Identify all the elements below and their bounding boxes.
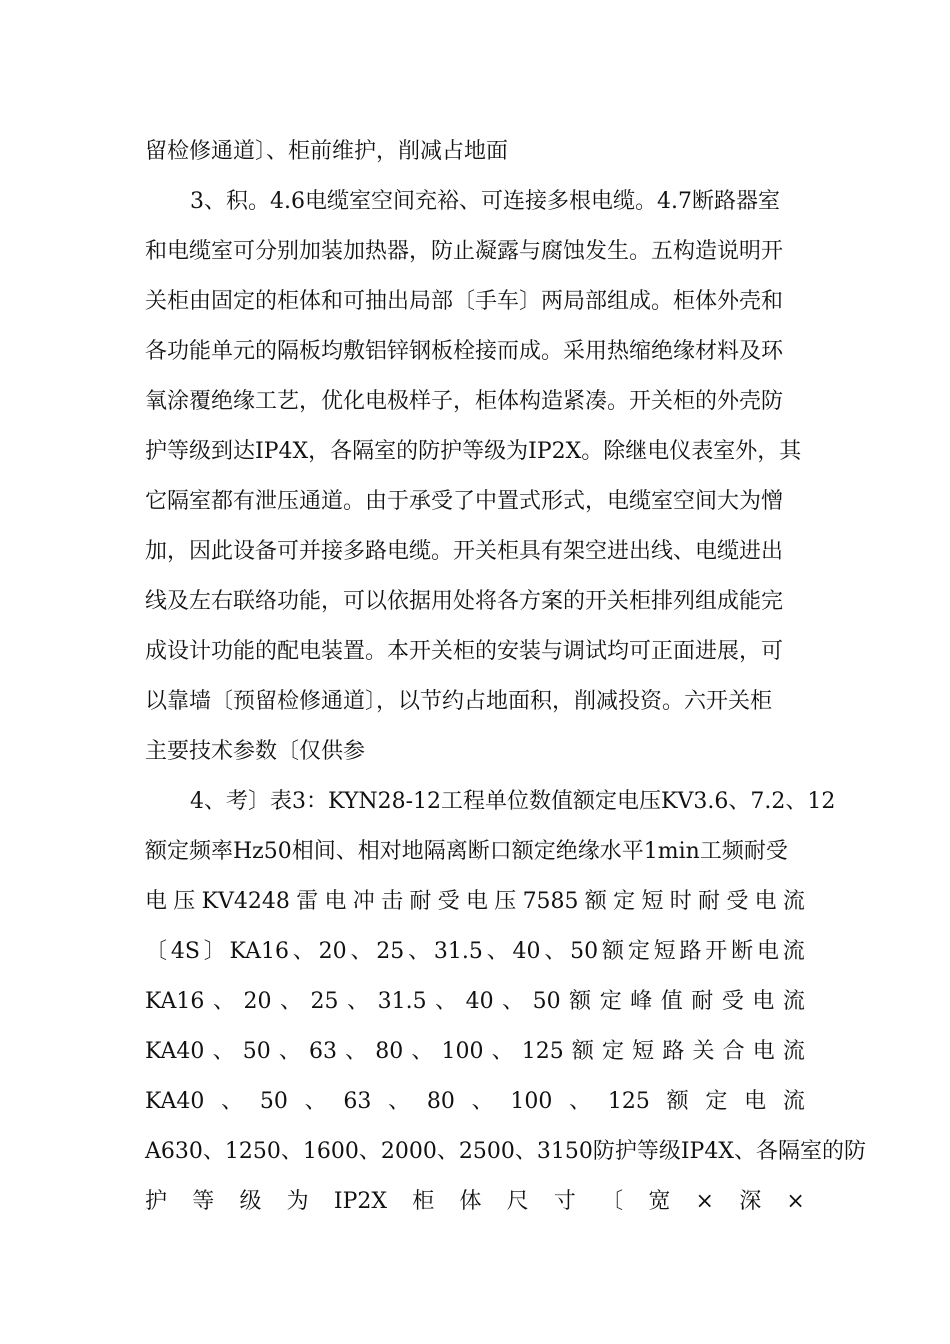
text-token: 7585	[522, 889, 579, 914]
text-line: 关柜由固定的柜体和可抽出局部〔手车〕两局部组成。柜体外壳和	[145, 289, 784, 314]
text-token: 电	[145, 889, 168, 914]
text-token: KA16	[145, 989, 205, 1014]
text-token: 、	[347, 989, 370, 1014]
text-token: 、	[486, 939, 509, 964]
text-token: 受	[437, 889, 460, 914]
text-token: 〔	[601, 1189, 624, 1214]
text-token: KV4248	[201, 889, 290, 914]
text-token: 电	[754, 889, 777, 914]
text-token: 、	[435, 989, 458, 1014]
text-token: 、	[411, 1039, 434, 1064]
text-token: KA16	[229, 939, 289, 964]
text-token: 50	[242, 1039, 271, 1064]
text-line: 护等级到达IP4X，各隔室的防护等级为IP2X。除继电仪表室外，其	[145, 439, 802, 464]
text-token: 流	[782, 989, 805, 1014]
text-token: 深	[739, 1189, 762, 1214]
text-token: 电	[744, 1089, 767, 1114]
text-token: 、	[278, 1039, 301, 1064]
text-token: 31.5	[377, 989, 427, 1014]
text-line: 它隔室都有泄压通道。由于承受了中置式形式，电缆室空间大为憎	[145, 489, 784, 514]
text-token: 、	[491, 1039, 514, 1064]
text-token: 受	[726, 889, 749, 914]
text-line-justified	[145, 937, 805, 967]
text-token: 流	[782, 1089, 805, 1114]
text-token: KA40	[145, 1089, 205, 1114]
text-token: 级	[239, 1189, 262, 1214]
text-token: 50	[570, 939, 599, 964]
text-token: 20	[243, 989, 272, 1014]
text-token: 路	[662, 1039, 685, 1064]
text-token: 柜	[412, 1189, 435, 1214]
text-line-justified	[145, 1037, 805, 1067]
text-token: 击	[381, 889, 404, 914]
text-token: 、	[569, 1089, 592, 1114]
text-token: 额	[584, 889, 607, 914]
text-token: 流	[782, 1039, 805, 1064]
text-token: 20	[318, 939, 347, 964]
text-token: 25	[310, 989, 339, 1014]
text-line: 加，因此设备可并接多路电缆。开关柜具有架空进出线、电缆进出	[145, 539, 784, 564]
text-token: 耐	[691, 989, 714, 1014]
text-token: 50	[259, 1089, 288, 1114]
text-token: 定	[613, 889, 636, 914]
text-token: ×	[695, 1189, 714, 1214]
text-token: 流	[782, 889, 805, 914]
text-token: 体	[459, 1189, 482, 1214]
text-token: ×	[786, 1189, 805, 1214]
text-line: 各功能单元的隔板均敷铝锌钢板栓接而成。采用热缩绝缘材料及环	[145, 339, 784, 364]
text-token: 冲	[352, 889, 375, 914]
text-token: 、	[304, 1089, 327, 1114]
text-token: KA40	[145, 1039, 205, 1064]
text-line: 成设计功能的配电装置。本开关柜的安装与调试均可正面进展，可	[145, 639, 784, 664]
text-token: 、	[345, 1039, 368, 1064]
text-token: 值	[660, 989, 683, 1014]
text-line: A630、1250、1600、2000、2500、3150防护等级IP4X、各隔室的防	[145, 1139, 866, 1164]
text-line: 线及左右联络功能，可以依据用处将各方案的开关柜排列组成能完	[145, 589, 784, 614]
text-token: 宽	[648, 1189, 671, 1214]
text-line: 3、积。4.6电缆室空间充裕、可连接多根电缆。4.7断路器室	[190, 189, 780, 214]
text-token: 耐	[409, 889, 432, 914]
text-token: 63	[308, 1039, 337, 1064]
text-token: 40	[512, 939, 541, 964]
text-token: 短	[641, 889, 664, 914]
text-token: 、	[280, 989, 303, 1014]
text-line-justified	[145, 887, 805, 917]
text-line: 留检修通道〕、柜前维护，削减占地面	[145, 139, 509, 164]
text-token: 、	[388, 1089, 411, 1114]
text-token: 额	[666, 1089, 689, 1114]
text-token: 额	[601, 939, 624, 964]
text-line: 主要技术参数〔仅供参	[145, 739, 366, 764]
text-token: 25	[376, 939, 405, 964]
text-token: 耐	[698, 889, 721, 914]
text-token: 定	[602, 1039, 625, 1064]
text-token: 、	[471, 1089, 494, 1114]
text-token: 100	[441, 1039, 484, 1064]
text-token: 额	[571, 1039, 594, 1064]
text-token: 关	[692, 1039, 715, 1064]
text-token: 护	[145, 1189, 168, 1214]
text-token: 、	[350, 939, 373, 964]
text-token: 、	[212, 1039, 235, 1064]
text-token: 、	[502, 989, 525, 1014]
text-token: 尺	[506, 1189, 529, 1214]
text-token: 压	[173, 889, 196, 914]
text-line-justified	[145, 1187, 805, 1217]
text-token: 断	[731, 939, 754, 964]
text-line-justified	[145, 987, 805, 1017]
text-token: 〕	[203, 939, 226, 964]
text-token: 40	[465, 989, 494, 1014]
text-token: 80	[375, 1039, 404, 1064]
text-line: 以靠墙〔预留检修通道〕，以节约占地面积，削减投资。六开关柜	[145, 689, 773, 714]
text-line: 和电缆室可分别加装加热器，防止凝露与腐蚀发生。五构造说明开	[145, 239, 784, 264]
text-token: 定	[705, 1089, 728, 1114]
text-token: 电	[324, 889, 347, 914]
text-line: 额定频率Hz50相间、相对地隔离断口额定绝缘水平1min工频耐受	[145, 839, 788, 864]
text-token: 、	[408, 939, 431, 964]
text-line: 4、考〕表3：KYN28-12工程单位数值额定电压KV3.6、7.2、12	[190, 789, 836, 814]
text-token: 电	[752, 989, 775, 1014]
text-token: 电	[756, 939, 779, 964]
text-token: 、	[544, 939, 567, 964]
text-token: 开	[705, 939, 728, 964]
text-token: 电	[465, 889, 488, 914]
text-token: 125	[521, 1039, 564, 1064]
text-token: 电	[752, 1039, 775, 1064]
text-token: 额	[569, 989, 592, 1014]
text-token: 时	[669, 889, 692, 914]
text-token: 短	[653, 939, 676, 964]
text-token: 流	[782, 939, 805, 964]
text-token: 80	[426, 1089, 455, 1114]
text-token: 31.5	[433, 939, 483, 964]
text-token: 〔	[145, 939, 168, 964]
text-line: 氧涂覆绝缘工艺，优化电极样子，柜体构造紧凑。开关柜的外壳防	[145, 389, 784, 414]
text-token: 、	[292, 939, 315, 964]
text-token: 压	[494, 889, 517, 914]
text-token: 峰	[630, 989, 653, 1014]
text-token: 短	[632, 1039, 655, 1064]
text-token: 4S	[170, 939, 200, 964]
text-token: 、	[212, 989, 235, 1014]
text-token: 为	[286, 1189, 309, 1214]
text-token: 125	[607, 1089, 650, 1114]
text-token: 定	[599, 989, 622, 1014]
text-token: 63	[343, 1089, 372, 1114]
text-token: 定	[627, 939, 650, 964]
text-token: 50	[532, 989, 561, 1014]
text-token: 路	[679, 939, 702, 964]
text-token: 100	[510, 1089, 553, 1114]
text-token: IP2X	[333, 1189, 388, 1214]
text-line-justified	[145, 1087, 805, 1117]
text-token: 等	[192, 1189, 215, 1214]
text-token: 受	[721, 989, 744, 1014]
text-token: 寸	[553, 1189, 576, 1214]
text-token: 合	[722, 1039, 745, 1064]
text-token: 雷	[296, 889, 319, 914]
text-token: 、	[221, 1089, 244, 1114]
